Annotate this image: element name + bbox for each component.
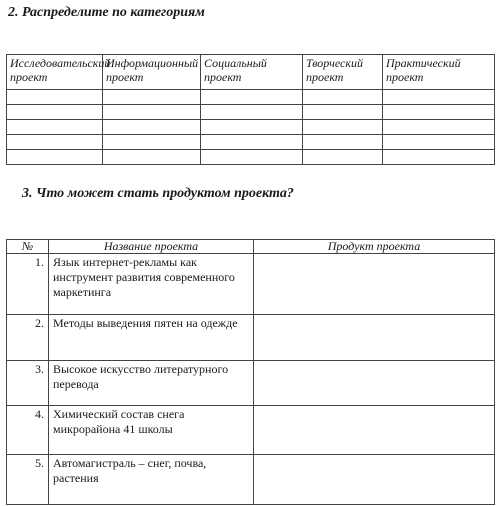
cell[interactable]	[303, 120, 383, 135]
header-number: №	[7, 240, 49, 254]
table-row	[7, 315, 495, 361]
categories-header-row	[7, 55, 495, 90]
cell[interactable]	[103, 150, 201, 165]
header-practical: Практический проект	[383, 55, 495, 90]
cell[interactable]	[201, 105, 303, 120]
table-row	[7, 90, 495, 105]
cell[interactable]	[7, 120, 103, 135]
project-name: Химический состав снега микрорайона 41 школы	[49, 406, 254, 455]
table-row	[7, 455, 495, 505]
header-information: Информационный проект	[103, 55, 201, 90]
cell[interactable]	[201, 150, 303, 165]
cell[interactable]	[303, 150, 383, 165]
project-name: Язык интернет-рекламы как инструмент развития современного маркетинга	[49, 254, 254, 315]
cell[interactable]	[201, 135, 303, 150]
cell[interactable]	[7, 90, 103, 105]
cell[interactable]	[383, 105, 495, 120]
header-project-name: Название проекта	[49, 240, 254, 254]
project-name: Автомагистраль – снег, почва, растения	[49, 455, 254, 505]
products-table	[6, 239, 495, 505]
cell[interactable]	[383, 135, 495, 150]
project-product-cell[interactable]	[254, 406, 495, 455]
cell[interactable]	[103, 135, 201, 150]
section-2-title: 2. Распределите по категориям	[8, 5, 205, 20]
row-number: 2.	[7, 315, 49, 361]
cell[interactable]	[103, 120, 201, 135]
cell[interactable]	[103, 105, 201, 120]
cell[interactable]	[383, 150, 495, 165]
products-header-row	[7, 240, 495, 254]
project-product-cell[interactable]	[254, 315, 495, 361]
header-creative: Творческий проект	[303, 55, 383, 90]
table-row	[7, 150, 495, 165]
header-project-product: Продукт проекта	[254, 240, 495, 254]
row-number: 3.	[7, 361, 49, 406]
cell[interactable]	[103, 90, 201, 105]
cell[interactable]	[383, 120, 495, 135]
cell[interactable]	[201, 120, 303, 135]
table-row	[7, 406, 495, 455]
table-row	[7, 135, 495, 150]
cell[interactable]	[383, 90, 495, 105]
table-row	[7, 361, 495, 406]
section-3-title: 3. Что может стать продуктом проекта?	[22, 186, 294, 201]
table-row	[7, 105, 495, 120]
cell[interactable]	[7, 135, 103, 150]
cell[interactable]	[303, 135, 383, 150]
cell[interactable]	[303, 90, 383, 105]
project-product-cell[interactable]	[254, 254, 495, 315]
cell[interactable]	[7, 150, 103, 165]
cell[interactable]	[201, 90, 303, 105]
row-number: 4.	[7, 406, 49, 455]
categories-table	[6, 54, 495, 165]
project-product-cell[interactable]	[254, 455, 495, 505]
header-social: Социальный проект	[201, 55, 303, 90]
table-row	[7, 120, 495, 135]
row-number: 5.	[7, 455, 49, 505]
row-number: 1.	[7, 254, 49, 315]
project-name: Методы выведения пятен на одежде	[49, 315, 254, 361]
project-product-cell[interactable]	[254, 361, 495, 406]
cell[interactable]	[7, 105, 103, 120]
cell[interactable]	[303, 105, 383, 120]
project-name: Высокое искусство литературного перевода	[49, 361, 254, 406]
table-row	[7, 254, 495, 315]
header-research: Исследовательский проект	[7, 55, 103, 90]
